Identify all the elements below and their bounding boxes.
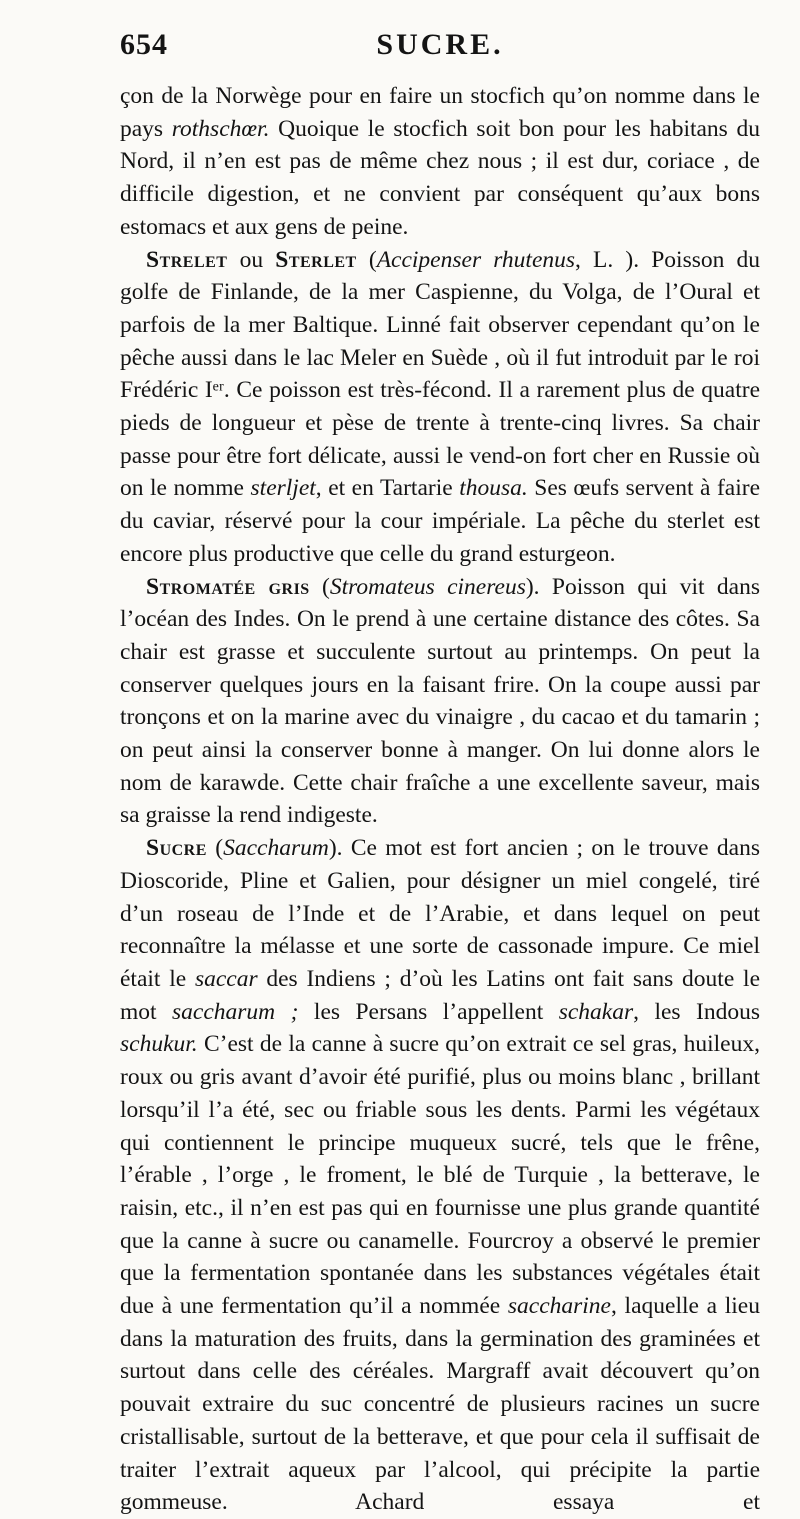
italic-text: Saccharum bbox=[223, 835, 329, 862]
text-run: ou bbox=[227, 246, 276, 273]
italic-text: saccar bbox=[194, 965, 258, 992]
text-run: Quoique le stocfich soit bon pour les habitans du Nord, il n’en est pas de même chez nous ; il est dur, coriace , de difficile digestion, et ne convient par conséquent qu’aux bons estomacs et aux gens de peine. bbox=[120, 115, 760, 240]
text-run: Ses œufs servent à faire du caviar, réservé pour la cour impériale. La pêche du sterlet est encore plus productive que celle du grand esturgeon. bbox=[120, 475, 761, 567]
italic-text: Stromateus cinereus bbox=[329, 573, 526, 600]
text-run: ( bbox=[356, 246, 377, 273]
text-run: , L. ). Poisson du golfe de Finlande, de la mer Caspienne, du Volga, de l’Oural et parfois de la mer Baltique. Linné fait observer cependant qu’on le pêche aussi dans le lac Meler en Suède , où il fut introduit par le roi Frédéric Iᵉʳ. Ce poisson est très-fécond. Il a rarement plus de quatre pieds de longueur et pèse de trente à trente-cinq livres. Sa chair passe pour être fort délicate, aussi le vend-on fort cher en Russie où on le nomme bbox=[120, 246, 760, 502]
running-head: SUCRE. bbox=[376, 28, 504, 61]
italic-text: thousa. bbox=[459, 475, 528, 502]
body-text bbox=[120, 80, 760, 1519]
italic-text: saccharum ; bbox=[172, 998, 299, 1025]
entry-headword: Sterlet bbox=[275, 246, 357, 273]
italic-text: rothschœr. bbox=[171, 115, 270, 142]
paragraph-strelet bbox=[120, 244, 760, 571]
text-run: des Indiens ; d’où les Latins ont fait sans doute le mot bbox=[120, 965, 760, 1025]
paragraph-sucre bbox=[120, 832, 760, 1519]
entry-headword: Stromatée gris bbox=[146, 573, 310, 600]
entry-headword: Sucre bbox=[146, 835, 207, 862]
page-header bbox=[120, 28, 760, 68]
italic-text: Accipenser rhutenus bbox=[376, 246, 576, 273]
paragraph-stromatee bbox=[120, 571, 760, 833]
paragraph-stockfish-end bbox=[120, 80, 760, 244]
italic-text: saccharine bbox=[507, 1293, 611, 1320]
italic-text: schukur. bbox=[120, 1031, 198, 1058]
entry-headword: Strelet bbox=[146, 246, 228, 273]
italic-text: sterljet bbox=[250, 475, 316, 502]
text-run: , les Indous bbox=[633, 998, 761, 1025]
text-run: ). Ce mot est fort ancien ; on le trouve dans Dioscoride, Pline et Galien, pour désigner un miel congelé, tiré d’un roseau de l’Inde et de l’Arabie, et dans lequel on peut reconnaître la mélasse et une sorte de cassonade impure. Ce miel était le bbox=[120, 835, 760, 992]
text-run: ( bbox=[309, 573, 330, 600]
text-run: ( bbox=[206, 835, 224, 862]
italic-text: schakar bbox=[558, 998, 634, 1025]
text-run: , laquelle a lieu dans la maturation des fruits, dans la germination des graminées et surtout dans celle des céréales. Margraff avait découvert qu’on pouvait extraire du suc concentré de plusieurs racines un sucre cristallisable, surtout de la betterave, et que pour cela il suffisait de traiter l’extrait aqueux par l’alcool, qui précipite la partie gommeuse. Achard essaya et bbox=[120, 1293, 760, 1516]
page-number: 654 bbox=[120, 28, 168, 61]
text-run: C’est de la canne à sucre qu’on extrait ce sel gras, huileux, roux ou gris avant d’avoir été purifié, plus ou moins blanc , brillant lorsqu’il l’a été, sec ou friable sous les dents. Parmi les végétaux qui contiennent le principe muqueux sucré, tels que le frêne, l’érable , l’orge , le froment, le blé de Turquie , la betterave, le raisin, etc., il n’en est pas qui en fournisse une plus grande quantité que la canne à sucre ou canamelle. Fourcroy a observé le premier que la fermentation spontanée dans les substances végétales était due à une fermentation qu’il a nommée bbox=[120, 1031, 760, 1320]
text-run: les Persans l’appellent bbox=[298, 998, 559, 1025]
text-run: , et en Tartarie bbox=[315, 475, 460, 502]
text-run: ). Poisson qui vit dans l’océan des Indes. On le prend à une certaine distance des côtes. Sa chair est grasse et succulente surtout au printemps. On peut la conserver quelques jours en la faisant frire. On la coupe aussi par tronçons et on la marine avec du vinaigre , du cacao et du tamarin ; on peut ainsi la conserver bonne à manger. On lui donne alors le nom de karawde. Cette chair fraîche a une excellente saveur, mais sa graisse la rend indigeste. bbox=[120, 573, 760, 829]
text-run: çon de la Norwège pour en faire un stocfich qu’on nomme dans le pays bbox=[120, 83, 760, 142]
